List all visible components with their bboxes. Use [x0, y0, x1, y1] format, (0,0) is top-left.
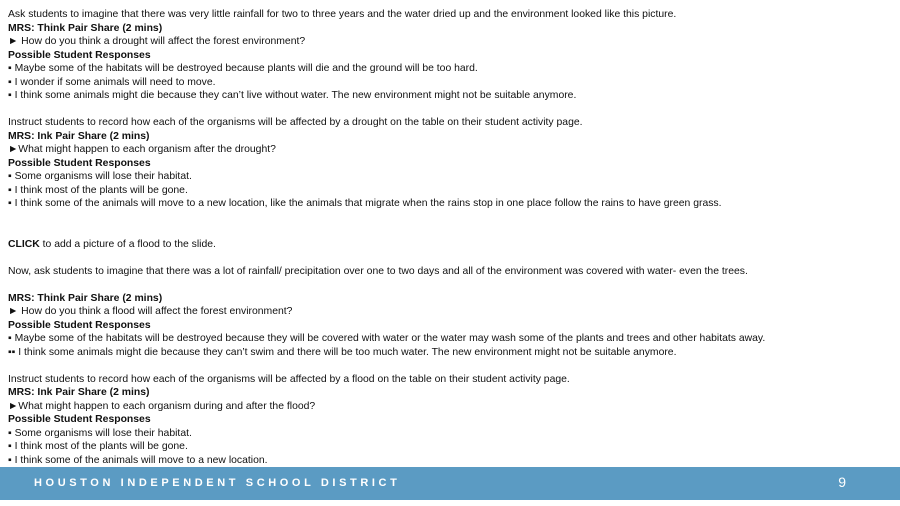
click-instruction-text: to add a picture of a flood to the slide. — [39, 238, 216, 250]
question-line: ►What might happen to each organism after the drought? — [8, 144, 276, 155]
district-name: HOUSTON INDEPENDENT SCHOOL DISTRICT — [34, 477, 401, 489]
spacer — [8, 359, 890, 373]
response-item: ▪ I think some animals might die because they can’t live without water. The new environment might not be suitable anymore. — [8, 90, 577, 101]
click-keyword: CLICK — [8, 238, 40, 250]
question-line: ► How do you think a flood will affect the forest environment? — [8, 306, 293, 317]
responses-heading: Possible Student Responses — [8, 49, 151, 61]
notes-line: Now, ask students to imagine that there was a lot of rainfall/ precipitation over one to two days and all of the environment was covered with water- even the trees. — [8, 265, 748, 277]
spacer — [8, 224, 890, 238]
question-line: ►What might happen to each organism during and after the flood? — [8, 400, 316, 412]
response-item: ▪ I wonder if some animals will need to move. — [8, 76, 216, 88]
response-item: ▪ I think most of the plants will be gone. — [8, 184, 188, 196]
spacer — [8, 251, 890, 265]
response-item: ▪ I think some of the animals will move to a new location, like the animals that migrate when the rains stop in one place follow the rains to have green grass. — [8, 198, 722, 209]
spacer — [8, 103, 890, 117]
response-item: ▪▪ I think some animals might die because they can’t swim and there will be too much water. The new environment might not be suitable anymore. — [8, 346, 677, 358]
question-line: ► How do you think a drought will affect the forest environment? — [8, 36, 306, 47]
spacer — [8, 211, 890, 225]
mrs-heading: MRS: Ink Pair Share (2 mins) — [8, 387, 150, 398]
footer-bar — [0, 467, 900, 500]
speaker-notes — [8, 8, 890, 467]
response-item: ▪ Maybe some of the habitats will be destroyed because they will be covered with water or the water may wash some of the plants and trees and other habitats away. — [8, 333, 766, 344]
response-item: ▪ I think most of the plants will be gone. — [8, 441, 188, 452]
notes-line: Instruct students to record how each of the organisms will be affected by a flood on the table on their student activity page. — [8, 373, 570, 385]
page-number: 9 — [838, 474, 846, 490]
responses-heading: Possible Student Responses — [8, 414, 151, 425]
response-item: ▪ Maybe some of the habitats will be destroyed because plants will die and the ground will be too hard. — [8, 63, 478, 74]
notes-line: Ask students to imagine that there was very little rainfall for two to three years and the water dried up and the environment looked like this picture. — [8, 9, 677, 20]
responses-heading: Possible Student Responses — [8, 157, 151, 169]
response-item: ▪ Some organisms will lose their habitat. — [8, 427, 192, 439]
responses-heading: Possible Student Responses — [8, 319, 151, 331]
notes-line: Instruct students to record how each of the organisms will be affected by a drought on the table on their student activity page. — [8, 117, 583, 128]
response-item: ▪ Some organisms will lose their habitat. — [8, 171, 192, 182]
mrs-heading: MRS: Ink Pair Share (2 mins) — [8, 130, 150, 142]
spacer — [8, 278, 890, 292]
response-item: ▪ I think some of the animals will move to a new location. — [8, 454, 268, 466]
mrs-heading: MRS: Think Pair Share (2 mins) — [8, 292, 163, 304]
mrs-heading: MRS: Think Pair Share (2 mins) — [8, 22, 163, 34]
click-instruction — [8, 238, 890, 252]
